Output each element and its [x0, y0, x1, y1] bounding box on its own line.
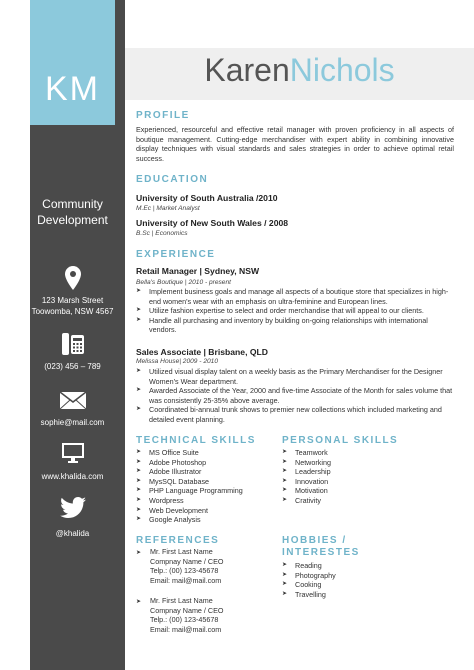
personal-skills-list — [282, 448, 432, 506]
monitor-icon — [30, 443, 115, 464]
profile-text: Experienced, resourceful and effective retail manager with proven proficiency in all aspects of boutique management. Cutting-edge merchandiser with expert ability in combining innovative display techniques with visual standards and sales strategies in order to achieve optimal retail success. — [136, 125, 454, 163]
list-item: ➤ Travelling — [282, 590, 432, 600]
reference-phone: Telp.: (00) 123-45678 — [150, 566, 219, 576]
reference-2 — [150, 596, 224, 634]
list-item: ➤ Implement business goals and manage all aspects of a boutique store that specializes in high-end women's wear with an emphasis on ultra-feminine and European lines. — [136, 287, 454, 306]
education-sub-1: M.Ec | Market Analyst — [136, 205, 200, 212]
full-name — [125, 52, 474, 89]
list-item: ➤ Coordinated bi-annual trunk shows to premier new collections which included marketing and detailed event planning. — [136, 405, 454, 424]
education-sub-2: B.Sc | Economics — [136, 230, 188, 237]
job-sub-2: Melissa House| 2009 - 2010 — [136, 358, 218, 365]
list-item: ➤ Motivation — [282, 486, 432, 496]
list-item: ➤ PHP Language Programming — [136, 486, 276, 496]
technical-skills-list — [136, 448, 276, 525]
list-item: ➤ Utilized visual display talent on a weekly basis as the Primary Merchandiser for the Designer Women's Wear department. — [136, 367, 454, 386]
education-title-1: University of South Australia /2010 — [136, 193, 278, 203]
education-title-2: University of New South Wales / 2008 — [136, 218, 289, 228]
list-item: ➤ Crativity — [282, 496, 432, 506]
job-bullets-2 — [136, 367, 454, 425]
list-item: ➤ Google Analysis — [136, 515, 276, 525]
list-item: ➤ Photography — [282, 571, 432, 581]
hobbies-heading-line1: HOBBIES / — [282, 535, 347, 546]
twitter-bird-icon — [30, 497, 115, 519]
reference-name: Mr. First Last Name — [150, 596, 213, 605]
list-item: ➤ Wordpress — [136, 496, 276, 506]
list-item: ➤ MysSQL Database — [136, 477, 276, 487]
references-heading: REFERENCES — [136, 535, 220, 546]
education-heading: EDUCATION — [136, 174, 209, 185]
list-item: ➤ Awarded Associate of the Year, 2000 and five-time Associate of the Month for sales volume that was consistently 25-35% above average. — [136, 386, 454, 405]
job-title-1: Retail Manager | Sydney, NSW — [136, 266, 260, 276]
job-title-2: Sales Associate | Brisbane, QLD — [136, 347, 268, 357]
list-item: ➤ Innovation — [282, 477, 432, 487]
bullet-arrow-icon: ➤ — [136, 550, 142, 556]
reference-1 — [150, 547, 224, 585]
reference-company: Compnay Name / CEO — [150, 605, 224, 615]
reference-phone: Telp.: (00) 123-45678 — [150, 615, 219, 625]
list-item: ➤ Adobe Photoshop — [136, 458, 276, 468]
job-bullets-1 — [136, 287, 454, 335]
first-name: Karen — [204, 52, 290, 88]
hobbies-heading-line2: INTERESTES — [282, 547, 360, 558]
reference-name: Mr. First Last Name — [150, 547, 213, 556]
reference-company: Compnay Name / CEO — [150, 556, 224, 566]
list-item: ➤ Handle all purchasing and inventory by building on-going relationships with international vendors. — [136, 316, 454, 335]
last-name: Nichols — [289, 52, 395, 88]
reference-email: Email: mail@mail.com — [150, 624, 222, 634]
initials: KM — [45, 70, 100, 108]
list-item: ➤ Leadership — [282, 467, 432, 477]
list-item: ➤ MS Office Suite — [136, 448, 276, 458]
phone-icon — [30, 332, 115, 356]
profile-heading: PROFILE — [136, 110, 190, 121]
tagline: Community Development — [37, 197, 108, 227]
list-item: ➤ Web Development — [136, 506, 276, 516]
list-item: ➤ Cooking — [282, 580, 432, 590]
experience-heading: EXPERIENCE — [136, 249, 216, 260]
list-item: ➤ Reading — [282, 561, 432, 571]
envelope-icon — [30, 392, 115, 409]
list-item: ➤ Networking — [282, 458, 432, 468]
email-address: sophie@mail.com — [40, 418, 105, 427]
list-item: ➤ Utilize fashion expertise to select and order merchandise that will appeal to our clients. — [136, 306, 454, 316]
job-sub-1: Bella's Boutique | 2010 - present — [136, 279, 231, 286]
twitter-handle: @khalida — [55, 529, 90, 538]
address-line2: Toowomba, NSW 4567 — [31, 307, 114, 316]
reference-email: Email: mail@mail.com — [150, 575, 222, 585]
personal-skills-heading: PERSONAL SKILLS — [282, 435, 399, 446]
list-item: ➤ Teamwork — [282, 448, 432, 458]
phone-number: (023) 456 – 789 — [44, 362, 101, 371]
address-line1: 123 Marsh Street — [41, 296, 104, 305]
list-item: ➤ Adobe Illustrator — [136, 467, 276, 477]
hobbies-list — [282, 561, 432, 599]
technical-skills-heading: TECHNICAL SKILLS — [136, 435, 256, 446]
location-pin-icon — [30, 266, 115, 290]
website: www.khalida.com — [41, 472, 104, 481]
bullet-arrow-icon: ➤ — [136, 599, 142, 605]
